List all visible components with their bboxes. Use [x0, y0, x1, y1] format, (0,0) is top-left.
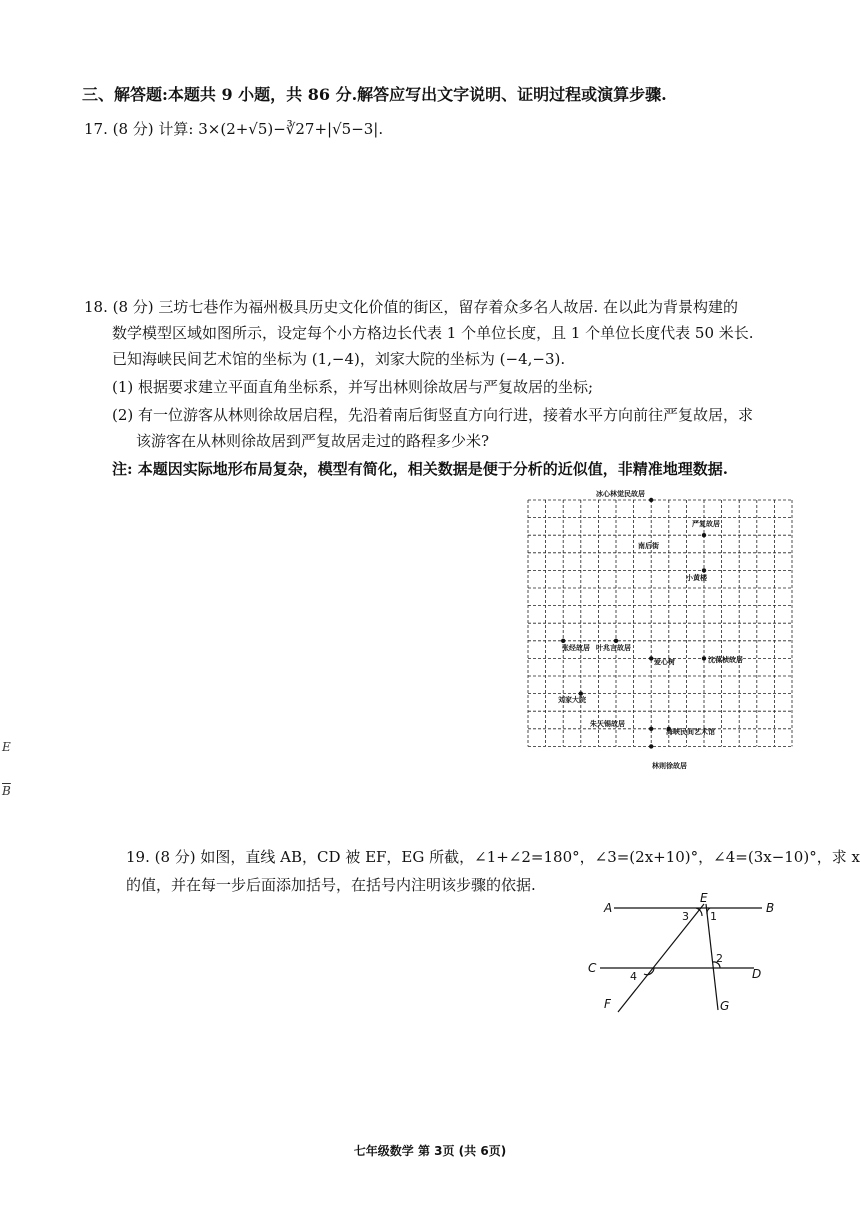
line-ef	[618, 904, 704, 1012]
grid-point	[649, 498, 653, 502]
label-nanhoujie: 南后街	[638, 542, 659, 550]
label-a: A	[604, 901, 613, 915]
grid-point	[614, 639, 618, 643]
label-zhu: 朱天锡故居	[590, 720, 625, 728]
margin-letter-e: E	[2, 740, 11, 754]
label-aixin: 爱心树	[654, 658, 675, 666]
label-d: D	[752, 967, 762, 981]
label-lin: 林则徐故居	[652, 762, 687, 770]
grid-point	[702, 568, 706, 572]
grid-point	[649, 744, 653, 748]
question-18-line-2: 数学模型区域如图所示，设定每个小方格边长代表 1 个单位长度，且 1 个单位长度代表 50 米长.	[112, 324, 754, 342]
label-b: B	[766, 901, 775, 915]
question-18-part-2b: 该游客在从林则徐故居到严复故居走过的路程多少米?	[136, 432, 490, 450]
page-footer: 七年级数学 第 3页 (共 6页)	[353, 1144, 507, 1158]
section-title: 三、解答题:本题共 9 小题，共 86 分.解答应写出文字说明、证明过程或演算步骤.	[82, 85, 667, 104]
label-e: E	[700, 891, 708, 905]
label-yanfu: 严复故居	[692, 520, 720, 528]
grid-point	[649, 727, 653, 731]
question-18-line-1: 18. (8 分) 三坊七巷作为福州极具历史文化价值的街区，留存着众多名人故居. 在以此为背景构建的	[84, 298, 738, 316]
label-angle-2: 2	[716, 952, 723, 965]
question-18-part-2a: (2) 有一位游客从林则徐故居启程，先沿着南后街竖直方向行进，接着水平方向前往严复故居，求	[112, 406, 754, 424]
grid-point	[702, 656, 706, 660]
label-haixia: 海峡民间艺术馆	[666, 728, 715, 736]
grid-point	[702, 533, 706, 537]
label-angle-4: 4	[630, 970, 637, 983]
label-ye: 叶兆言故居	[596, 644, 631, 652]
margin-letter-b: $\overline{B}$	[2, 784, 11, 798]
question-18-note: 注: 本题因实际地形布局复杂，模型有简化，相关数据是便于分析的近似值，非精准地理数据.	[112, 460, 728, 478]
label-g: G	[720, 999, 730, 1013]
label-shen: 沈葆桢故居	[708, 656, 743, 664]
geometry-svg	[586, 890, 796, 1020]
question-19-line-1: 19. (8 分) 如图，直线 AB，CD 被 EF，EG 所截，∠1+∠2=180°，∠3=(2x+10)°，∠4=(3x−10)°，求 x	[126, 848, 860, 866]
question-18-part-1: (1) 根据要求建立平面直角坐标系，并写出林则徐故居与严复故居的坐标;	[112, 378, 594, 396]
grid-map	[520, 486, 800, 772]
label-angle-3: 3	[682, 910, 689, 923]
grid-point	[649, 656, 653, 660]
label-bingxin: 冰心林觉民故居	[596, 490, 645, 498]
label-angle-1: 1	[710, 910, 717, 923]
geometry-figure	[586, 890, 796, 1020]
grid-map-svg	[520, 486, 800, 772]
question-17: 17. (8 分) 计算: 3×(2+√5)−∛27+|√5−3|.	[84, 120, 384, 138]
question-18-line-3: 已知海峡民间艺术馆的坐标为 (1,−4)，刘家大院的坐标为 (−4,−3).	[112, 350, 566, 368]
label-zhang: 张经故居	[562, 644, 590, 652]
label-liu: 刘家大院	[558, 696, 586, 704]
label-f: F	[604, 997, 611, 1011]
label-xiaohuanglou: 小黄楼	[686, 574, 707, 582]
label-c: C	[588, 961, 597, 975]
question-19-line-2: 的值，并在每一步后面添加括号，在括号内注明该步骤的依据.	[126, 876, 536, 894]
grid-point	[561, 639, 565, 643]
